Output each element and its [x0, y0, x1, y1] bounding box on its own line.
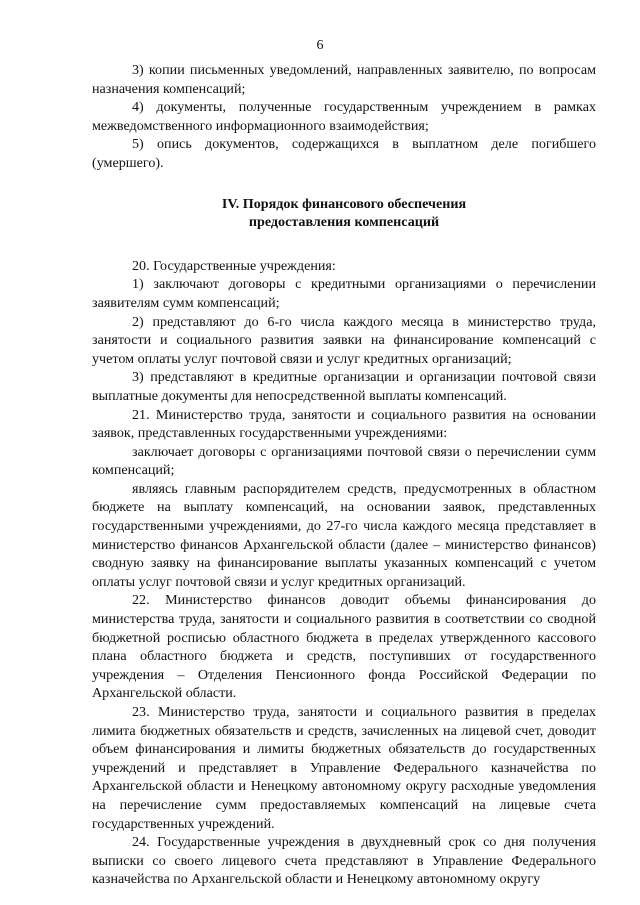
paragraph-20-item-3: 3) представляют в кредитные организации и организации почтовой связи выплатные документы для непосредственной выплаты компенсаций. [92, 369, 596, 404]
section-heading-line-2: предоставления компенсаций [248, 214, 440, 231]
paragraph-20-item-2: 2) представляют до 6-го числа каждого месяца в министерство труда, занятости и социального развития заявки на финансирование компенсаций с учетом оплаты услуг почтовой связи и услуг кредитных организаций; [92, 313, 596, 367]
page-number: 6 [316, 38, 324, 53]
paragraph-20: 20. Государственные учреждения: [132, 257, 336, 274]
paragraph-21: 21. Министерство труда, занятости и социального развития на основании заявок, представленных государственными учреждениями: [92, 406, 596, 442]
paragraph-20-item-1: 1) заключают договоры с кредитными организациями о перечислении заявителям сумм компенсаций; [92, 276, 596, 311]
paragraph-21-item-1: заключает договоры с организациями почтовой связи о перечислении сумм компенсаций; [92, 443, 596, 479]
paragraph-24: 24. Государственные учреждения в двухдневный срок со дня получения выписки со своего лицевого счета представляют в Управление Федерального казначейства по Архангельской области и Ненецкому автономному округу [92, 834, 596, 888]
paragraph-item-3: 3) копии письменных уведомлений, направленных заявителю, по вопросам назначения компенсаций; [92, 62, 596, 97]
section-heading-line-1: IV. Порядок финансового обеспечения [221, 195, 467, 212]
document-body [92, 61, 596, 889]
section-heading [92, 195, 596, 232]
paragraph-item-4: 4) документы, полученные государственным учреждением в рамках межведомственного информационного взаимодействия; [92, 99, 596, 134]
paragraph-22: 22. Министерство финансов доводит объемы финансирования до министерства труда, занятости и социального развития в соответствии со сводной бюджетной росписью областного бюджета в пределах утвержденного кассового плана областного бюджета и средств, поступивших от государственного учреждения – Отделения Пенсионного фонда Российской Федерации по Архангельской области. [92, 592, 596, 702]
paragraph-21-item-2: являясь главным распорядителем средств, предусмотренных в областном бюджете на выплату компенсаций, на основании заявок, представленных государственными учреждениями, до 27-го числа каждого месяца представляет в министерство финансов Архангельской области (далее – министерство финансов) сводную заявку на финансирование выплаты указанных компенсаций с учетом оплаты услуг почтовой связи и услуг кредитных организаций. [92, 480, 596, 590]
paragraph-23: 23. Министерство труда, занятости и социального развития в пределах лимита бюджетных обязательств и средств, зачисленных на лицевой счет, доводит объем финансирования и лимиты бюджетных обязательств до государственных учреждений и представляет в Управление Федерального казначейства по Архангельской области и Ненецкому автономному округу расходные уведомления на перечисление сумм предоставляемых компенсаций на лицевые счета государственных учреждений. [92, 704, 596, 832]
paragraph-item-5: 5) опись документов, содержащихся в выплатном деле погибшего (умершего). [92, 136, 596, 171]
